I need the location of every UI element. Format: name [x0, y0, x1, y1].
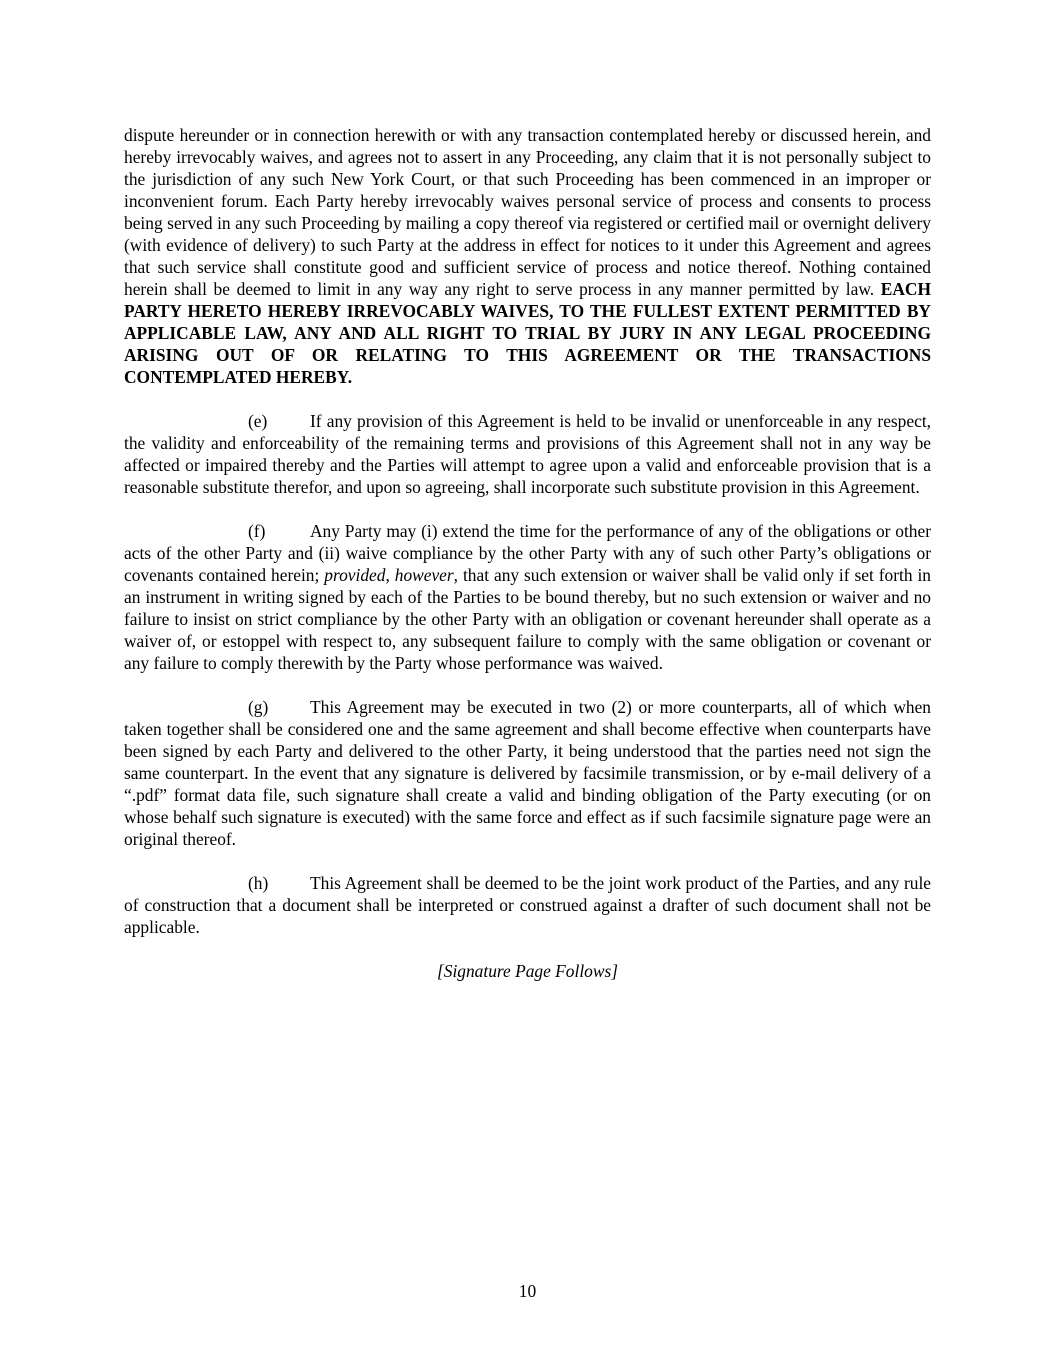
paragraph-d-continued [124, 124, 931, 388]
paragraph-f-comma: , [385, 565, 395, 585]
signature-page-follows: [Signature Page Follows] [437, 961, 618, 981]
paragraph-g-text: This Agreement may be executed in two (2) or more counterparts, all of which when taken together shall be considered one and the same agreement and shall become effective when counterparts have been signed by each Party and delivered to the other Party, it being understood that the parties need not sign the same counterpart. In the event that any signature is delivered by facsimile transmission, or by e-mail delivery of a “.pdf” format data file, such signature shall create a valid and binding obligation of the Party executing (or on whose behalf such signature is executed) with the same force and effect as if such facsimile signature page were an original thereof. [124, 697, 931, 849]
paragraph-g [124, 696, 931, 850]
paragraph-f-text-before: Any Party may (i) extend the time for the performance of any of the obligations or other acts of the other Party and (ii) waive compliance by the other Party with any of such other Party’s obligations or covenants contained herein; [124, 521, 931, 585]
paragraph-e [124, 410, 931, 498]
page-number: 10 [518, 1281, 537, 1301]
paragraph-f-provided: provided [324, 565, 386, 585]
paragraph-e-label: (e) [248, 411, 268, 431]
paragraph-f-label: (f) [248, 521, 266, 541]
document-body [124, 124, 931, 982]
paragraph-g-label: (g) [248, 697, 269, 717]
paragraph-f [124, 520, 931, 674]
paragraph-h [124, 872, 931, 938]
paragraph-h-label: (h) [248, 873, 269, 893]
paragraph-f-however: however [394, 565, 454, 585]
paragraph-d-text: dispute hereunder or in connection herewith or with any transaction contemplated hereby or discussed herein, and hereby irrevocably waives, and agrees not to assert in any Proceeding, any claim that it is not personally subject to the jurisdiction of any such New York Court, or that such Proceeding has been commenced in an improper or inconvenient forum. Each Party hereby irrevocably waives personal service of process and consents to process being served in any such Proceeding by mailing a copy thereof via registered or certified mail or overnight delivery (with evidence of delivery) to such Party at the address in effect for notices to it under this Agreement and agrees that such service shall constitute good and sufficient service of process and notice thereof. Nothing contained herein shall be deemed to limit in any way any right to serve process in any manner permitted by law. [124, 125, 931, 299]
paragraph-e-text: If any provision of this Agreement is held to be invalid or unenforceable in any respect, the validity and enforceability of the remaining terms and provisions of this Agreement shall not in any way be affected or impaired thereby and the Parties will attempt to agree upon a valid and enforceable provision that is a reasonable substitute therefor, and upon so agreeing, shall incorporate such substitute provision in this Agreement. [124, 411, 931, 497]
paragraph-h-text: This Agreement shall be deemed to be the joint work product of the Parties, and any rule of construction that a document shall be interpreted or construed against a drafter of such document shall not be applicable. [124, 873, 931, 937]
paragraph-f-text-after: , that any such extension or waiver shall be valid only if set forth in an instrument in writing signed by each of the Parties to be bound thereby, but no such extension or waiver and no failure to insist on strict compliance by the other Party with an obligation or covenant hereunder shall operate as a waiver of, or estoppel with respect to, any subsequent failure to comply with the same obligation or covenant or any failure to comply therewith by the Party whose performance was waived. [124, 565, 931, 673]
jury-waiver-text: EACH PARTY HERETO HEREBY IRREVOCABLY WAIVES, TO THE FULLEST EXTENT PERMITTED BY APPLICABLE LAW, ANY AND ALL RIGHT TO TRIAL BY JURY IN ANY LEGAL PROCEEDING ARISING OUT OF OR RELATING TO THIS AGREEMENT OR THE TRANSACTIONS CONTEMPLATED HEREBY. [124, 279, 931, 387]
